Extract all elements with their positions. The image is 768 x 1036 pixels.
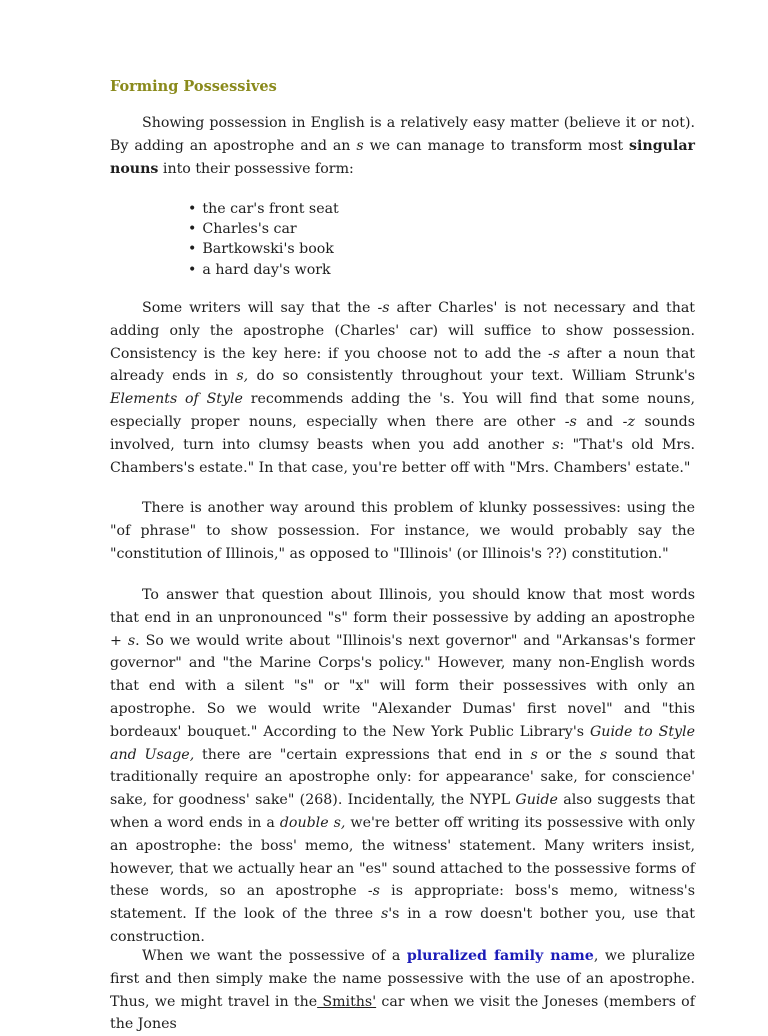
example-list [188, 199, 339, 280]
section-heading: Forming Possessives [110, 78, 277, 95]
text-run: and [576, 413, 623, 430]
italic-run: s [127, 632, 136, 649]
text-run: into their possessive form: [158, 160, 354, 177]
text-run: recommends adding the 's. You will find that some nouns, especially proper nouns, especially when there are other [110, 391, 695, 430]
text-run: we can manage to transform most [363, 137, 630, 154]
list-item: • Bartkowski's book [188, 239, 339, 259]
italic-run: Elements of Style [110, 391, 243, 408]
text-run: sound that traditionally require an apostrophe only: for appearance' sake, for conscience' sake, for goodness' sake" (268). Incidentally, the NYPL [110, 746, 696, 809]
italic-run: s [599, 746, 608, 763]
italic-run: Guide [515, 792, 558, 809]
text-run: , we pluralize first and then simply make the name possessive with the use of an apostrophe. Thus, we might travel in the [110, 948, 695, 1010]
text-run: also suggests that when a word ends in a [110, 792, 695, 831]
text-run: or the [537, 746, 600, 763]
italic-run: double s, [279, 814, 346, 831]
text-run: after Charles' is not necessary and that adding only the apostrophe (Charles' car) will suffice to show possession. Consistency is the key here: if you choose not to add the [110, 300, 695, 362]
text-run: When we want the possessive of a [142, 948, 407, 964]
italic-run: s [530, 746, 538, 763]
italic-run: Guide to Style and Usage, [110, 723, 695, 763]
italic-run: -z [622, 413, 635, 430]
text-run: Some writers will say that the [142, 300, 378, 316]
paragraph-consistency [110, 297, 695, 479]
text-run: Showing possession in English is a relatively easy matter (believe it or not). By adding an apostrophe and an [110, 115, 695, 154]
text-run: To answer that question about Illinois, you should know that most words that end in an unpronounced "s" form their possessive by adding an apostrophe + [110, 587, 695, 649]
text-run: there are "certain expressions that end in [194, 746, 531, 763]
italic-run: -s [367, 883, 380, 900]
paragraph-intro [110, 112, 695, 180]
list-item: • a hard day's work [188, 260, 339, 280]
text-run: . So we would write about "Illinois's next governor" and "Arkansas's former governor" and "the Marine Corps's policy." However, many non-English words that end with a silent "s" or "x" will form their possessives with only an apostrophe. So we would write "Alexander Dumas' first novel" and "this bordeaux' bouquet." According to the New York Public Library's [110, 632, 695, 740]
text-run: 's in a row doesn't bother you, use that construction. [110, 906, 695, 945]
italic-run: s, [236, 368, 249, 385]
paragraph-illinois [110, 584, 695, 949]
text-run: There is another way around this problem of klunky possessives: using the "of phrase" to show possession. For instance, we would probably say the "constitution of Illinois," as opposed to "Illinois' (or Illinois's ??) constitution." [110, 500, 695, 562]
italic-run: s [356, 137, 364, 154]
text-run: car when we visit the Joneses (members of the Jones [110, 993, 695, 1033]
italic-run: s [552, 436, 560, 453]
paragraph-of-phrase [110, 497, 695, 565]
italic-run: -s [547, 345, 561, 362]
italic-run: -s [564, 413, 577, 430]
text-run: we're better off writing its possessive with only an apostrophe: the boss' memo, the witness' statement. Many writers insist, however, that we actually hear an "es" sound attached to the possessive forms of these words, so an apostrophe [110, 814, 695, 900]
bold-run: singular nouns [110, 137, 695, 177]
paragraph-family-name [110, 945, 695, 1036]
list-item: • the car's front seat [188, 199, 339, 219]
italic-run: s [380, 906, 389, 923]
text-run: : "That's old Mrs. Chambers's estate." In that case, you're better off with "Mrs. Chambers' estate." [110, 436, 695, 476]
text-run: do so consistently throughout your text. William Strunk's [248, 368, 695, 385]
text-run: is appropriate: boss's memo, witness's statement. If the look of the three [110, 883, 695, 923]
text-run: after a noun that already ends in [110, 345, 695, 385]
italic-run: -s [377, 300, 390, 316]
pluralized-family-name-link[interactable]: pluralized family name [406, 948, 594, 964]
text-run: sounds involved, turn into clumsy beasts when you add another [110, 413, 695, 453]
underlined-run: Smiths' [317, 993, 377, 1010]
list-item: • Charles's car [188, 219, 339, 239]
